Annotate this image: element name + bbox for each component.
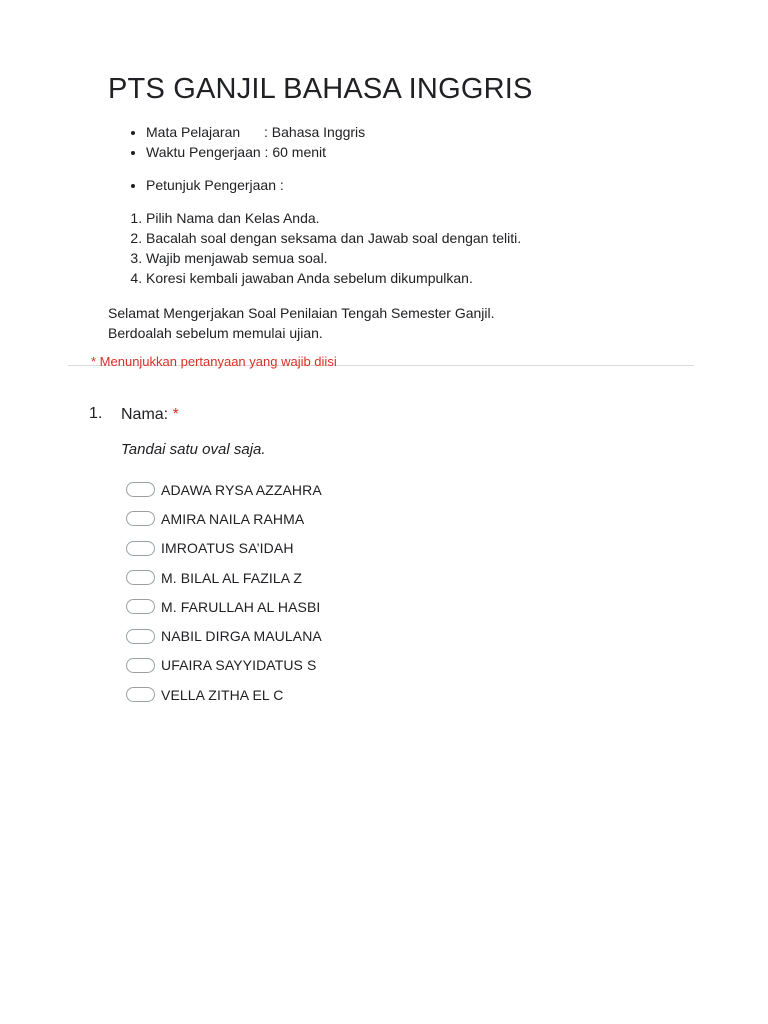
option-label: AMIRA NAILA RAHMA (161, 510, 305, 527)
option-item[interactable] (126, 563, 322, 592)
option-item[interactable] (126, 592, 322, 621)
list-spacer (146, 162, 365, 175)
instruction-item: 2. Bacalah soal dengan seksama dan Jawab soal dengan teliti. (146, 228, 521, 248)
option-label: M. BILAL AL FAZILA Z (161, 569, 303, 586)
option-item[interactable] (126, 504, 322, 533)
instruction-item: 1. Pilih Nama dan Kelas Anda. (146, 208, 521, 228)
greeting-line-2: Berdoalah sebelum memulai ujian. (108, 325, 323, 341)
radio-oval[interactable] (126, 658, 155, 673)
option-list (126, 475, 322, 709)
required-note: * Menunjukkan pertanyaan yang wajib diisi (91, 354, 337, 369)
subject-value: : Bahasa Inggris (264, 124, 366, 140)
question-label: Nama: (121, 406, 169, 423)
option-label: NABIL DIRGA MAULANA (161, 628, 322, 645)
form-title: PTS GANJIL BAHASA INGGRIS (108, 73, 533, 105)
question-number: 1. (89, 405, 103, 422)
radio-oval[interactable] (126, 541, 155, 556)
radio-oval[interactable] (126, 570, 155, 585)
greeting-text (108, 303, 495, 343)
radio-oval[interactable] (126, 511, 155, 526)
option-label: IMROATUS SA’IDAH (161, 540, 294, 557)
option-label: ADAWA RYSA AZZAHRA (161, 481, 322, 498)
greeting-line-1: Selamat Mengerjakan Soal Penilaian Tengah Semester Ganjil. (108, 305, 495, 321)
info-item-instructions: • Petunjuk Pengerjaan : (146, 175, 365, 195)
option-item[interactable] (126, 475, 322, 504)
instruction-item: 4. Koresi kembali jawaban Anda sebelum dikumpulkan. (146, 268, 521, 288)
option-item[interactable] (126, 651, 322, 680)
option-item[interactable] (126, 680, 322, 709)
info-item-time: • Waktu Pengerjaan : 60 menit (146, 142, 365, 162)
radio-oval[interactable] (126, 599, 155, 614)
option-label: M. FARULLAH AL HASBI (161, 598, 321, 615)
option-item[interactable] (126, 621, 322, 650)
question-title (121, 406, 179, 424)
option-label: UFAIRA SAYYIDATUS S (161, 657, 317, 674)
radio-oval[interactable] (126, 629, 155, 644)
question-hint: Tandai satu oval saja. (121, 441, 266, 458)
instruction-item: 3. Wajib menjawab semua soal. (146, 248, 521, 268)
subject-label: Mata Pelajaran (146, 124, 241, 140)
required-asterisk: * (172, 406, 179, 423)
radio-oval[interactable] (126, 482, 155, 497)
instructions-list (128, 208, 521, 288)
radio-oval[interactable] (126, 687, 155, 702)
option-item[interactable] (126, 534, 322, 563)
info-list (128, 122, 365, 195)
option-label: VELLA ZITHA EL C (161, 686, 284, 703)
info-item-subject (146, 122, 365, 142)
